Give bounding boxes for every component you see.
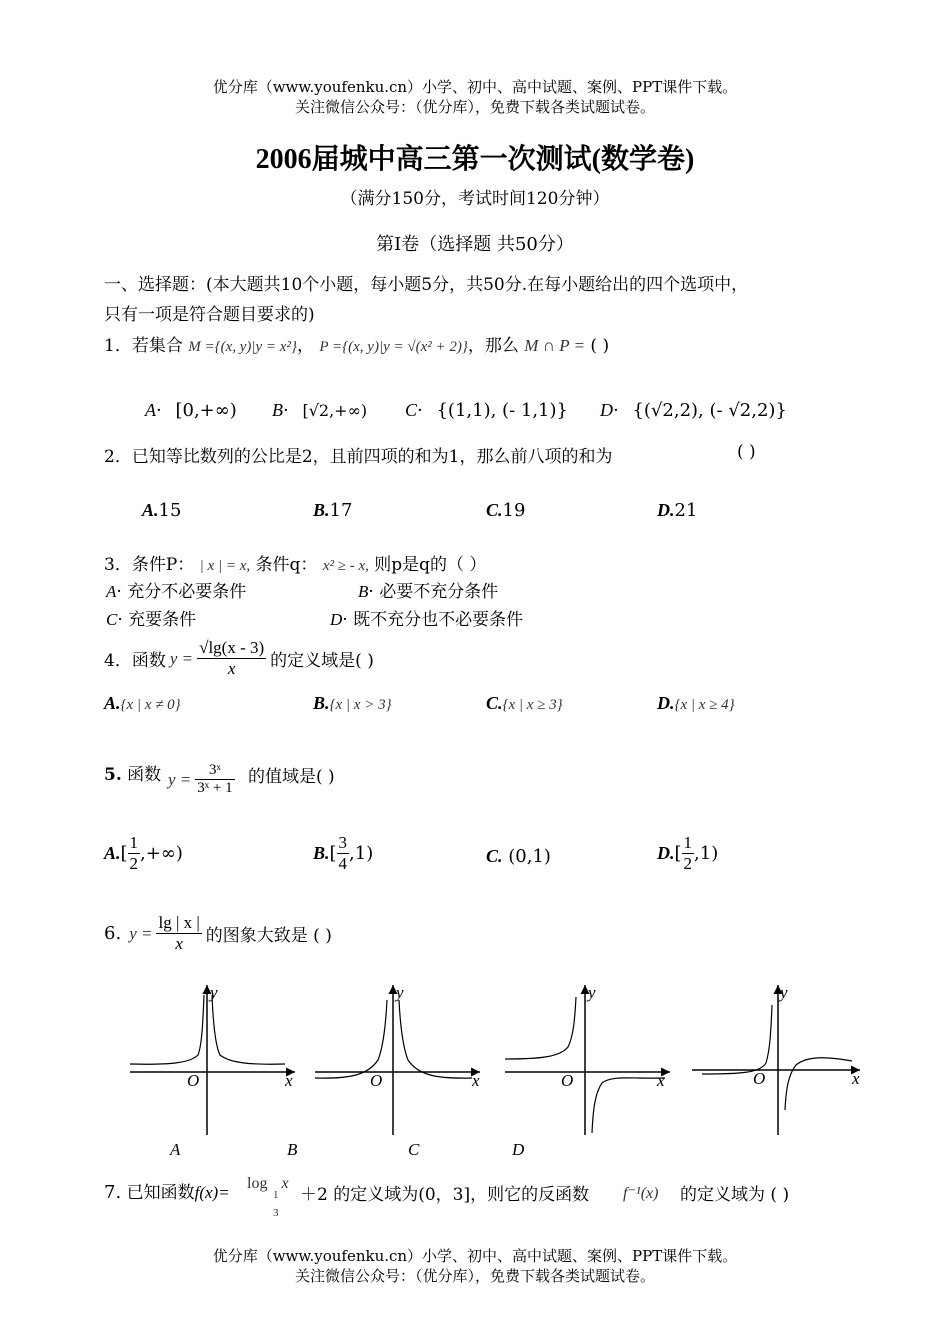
q4-option-b[interactable]: [313, 693, 392, 714]
q3-option-b[interactable]: B· 必要不充分条件: [358, 582, 499, 602]
q4-stem: [104, 638, 374, 679]
q2-c-value: 19: [502, 500, 526, 521]
q5-fraction: [195, 762, 234, 797]
q1-sep: ，: [296, 336, 314, 356]
q3-d-label: D: [330, 610, 343, 629]
graph-d-left-curve: [702, 1005, 772, 1074]
q5-b-fraction: [337, 833, 350, 874]
intro-line-1: 一、选择题：(本大题共10个小题，每小题5分，共50分.在每小题给出的四个选项中，: [104, 275, 749, 295]
graph-d-origin: O: [753, 1069, 766, 1088]
q6-graph-a[interactable]: [130, 985, 295, 1135]
q5-c-value: (0,1): [508, 846, 551, 867]
q2-d-value: 21: [674, 500, 698, 521]
q2-b-value: 17: [329, 500, 353, 521]
q4-c-value: {x | x ≥ 3}: [502, 697, 563, 713]
q5-a-label: A.: [104, 843, 121, 863]
q3-b-label: B: [358, 582, 369, 601]
q5-d-num: 1: [683, 833, 693, 852]
q6-graph-b[interactable]: [315, 985, 480, 1135]
q7-text-3: 的定义域为 ( ): [680, 1185, 790, 1205]
footer-line-2: 关注微信公众号：（优分库），免费下载各类试题试卷。: [294, 1267, 655, 1285]
q5-b-den: 4: [338, 854, 348, 873]
q6-stem: [104, 913, 332, 954]
q1-p-set: P ={(x, y)|y = √(x² + 2)}: [319, 339, 468, 355]
q5-b-post: ,1): [349, 843, 374, 864]
q7-text-2: ＋2 的定义域为(0，3]，则它的反函数: [300, 1185, 590, 1205]
q1-d-label: D: [600, 400, 613, 420]
q5-d-post: ,1): [694, 843, 719, 864]
q3-d-value: 既不充分也不必要条件: [353, 610, 524, 630]
page-subtitle: （满分150分，考试时间120分钟）: [340, 189, 610, 209]
q7-text-1: 已知函数: [126, 1183, 195, 1203]
graph-a-y-label: y: [210, 983, 218, 1002]
q3-mid: 条件q：: [255, 555, 318, 575]
q5-number: 5.: [104, 765, 122, 785]
q7-base-den: 3: [273, 1207, 279, 1219]
q5-suffix: 的值域是( ): [248, 767, 335, 787]
q5-option-c[interactable]: [486, 846, 551, 867]
q4-option-d[interactable]: [657, 693, 735, 714]
graph-d-label[interactable]: D: [512, 1140, 525, 1159]
q6-fraction: [156, 913, 201, 954]
q4-a-value: {x | x ≠ 0}: [120, 697, 181, 713]
q5-option-d[interactable]: [657, 833, 718, 874]
q1-d-value: {(√2,2), (- √2,2)}: [632, 400, 787, 421]
q1-prefix: 1．若集合: [104, 336, 183, 356]
q4-a-label: A.: [104, 693, 121, 713]
q4-d-label: D.: [657, 693, 675, 713]
q1-expr: M ∩ P =: [524, 336, 586, 355]
q1-stem: [104, 331, 609, 356]
q2-d-label: D.: [657, 500, 675, 520]
q5-b-num: 3: [338, 833, 348, 852]
q5-formula: [168, 762, 235, 797]
q1-a-value: [0,+∞): [175, 400, 237, 421]
q1-option-b[interactable]: B· [√2,+∞): [272, 400, 368, 421]
q2-a-value: 15: [158, 500, 182, 521]
q6-numerator: lg | x |: [158, 913, 200, 932]
q2-c-label: C.: [486, 500, 503, 520]
graph-d-right-curve: [785, 1058, 852, 1110]
q4-b-label: B.: [313, 693, 330, 713]
q7-finv: f⁻¹(x): [623, 1185, 659, 1202]
q1-mid: ，那么: [467, 336, 519, 356]
header-line-2: 关注微信公众号：（优分库），免费下载各类试题试卷。: [294, 98, 655, 116]
q7-log-word: log: [247, 1175, 268, 1192]
q1-b-value: [√2,+∞): [302, 401, 368, 420]
q5-denominator: 3ˣ + 1: [197, 780, 233, 796]
q3-q-cond: x² ≥ - x,: [322, 558, 369, 574]
q3-stem: [104, 550, 486, 575]
graph-a-left-curve: [130, 995, 204, 1064]
q5-c-label: C.: [486, 846, 503, 866]
q1-option-a[interactable]: A· [0,+∞): [145, 400, 237, 421]
q7-base-num: 1: [273, 1189, 279, 1201]
graph-b-origin: O: [370, 1071, 383, 1090]
q5-a-den: 2: [129, 854, 139, 873]
q4-suffix: 的定义域是( ): [270, 651, 374, 671]
footer-line-1: 优分库（www.youfenku.cn）小学、初中、高中试题、案例、PPT课件下载。: [212, 1247, 738, 1265]
q6-number: 6.: [104, 923, 122, 944]
q6-y: y =: [129, 923, 153, 943]
q6-denominator: x: [175, 934, 183, 953]
q4-fraction: [197, 638, 266, 679]
q3-b-value: 必要不充分条件: [379, 582, 499, 602]
graph-a-x-label: x: [285, 1071, 293, 1090]
q4-c-label: C.: [486, 693, 503, 713]
graph-a-right-curve: [212, 995, 285, 1064]
q5-prefix-row: [104, 760, 161, 785]
q4-prefix: 4．函数: [104, 651, 166, 671]
graph-c-origin: O: [561, 1071, 574, 1090]
q5-numerator: 3ˣ: [195, 762, 234, 780]
q3-option-c[interactable]: C· 充要条件: [106, 610, 197, 630]
q7-fx: f(x)=: [194, 1183, 230, 1202]
q5-text: 函数: [127, 765, 162, 785]
q5-d-pre: [: [674, 843, 682, 864]
q4-denominator: x: [227, 659, 236, 678]
q6-graph-c[interactable]: [505, 985, 670, 1135]
graph-c-y-label: y: [588, 983, 596, 1002]
q5-d-fraction: [682, 833, 695, 874]
q2-option-a[interactable]: [142, 500, 181, 521]
q5-option-a[interactable]: [104, 833, 183, 874]
graph-b-label[interactable]: B: [287, 1140, 298, 1159]
q5-y: y =: [168, 769, 192, 789]
q2-option-c[interactable]: [486, 500, 525, 521]
q2-b-label: B.: [313, 500, 330, 520]
graph-b-right-curve: [399, 1000, 472, 1078]
q2-a-label: A.: [142, 500, 159, 520]
q4-option-a[interactable]: [104, 693, 181, 714]
intro-line-2: 只有一项是符合题目要求的): [104, 305, 315, 325]
q1-paren: ( ): [590, 336, 610, 356]
q3-p-cond: | x | = x,: [199, 558, 251, 574]
graph-c-right-curve: [592, 1078, 665, 1133]
graph-b-y-label: y: [396, 983, 404, 1002]
q5-b-label: B.: [313, 843, 330, 863]
q1-m-set: M ={(x, y)|y = x²}: [188, 339, 297, 355]
q7-log-x: x: [281, 1175, 289, 1192]
q1-b-label: B: [272, 400, 283, 420]
q5-option-b[interactable]: [313, 833, 373, 874]
q7-log: [247, 1175, 289, 1219]
q1-c-label: C: [405, 400, 418, 420]
q6-graph-d[interactable]: [692, 985, 860, 1135]
q5-a-fraction: [128, 833, 141, 874]
graph-d-x-label: x: [852, 1069, 860, 1088]
q3-option-d[interactable]: D· 既不充分也不必要条件: [330, 610, 524, 630]
graph-b-left-curve: [315, 1000, 387, 1078]
q7-log-base: [273, 1189, 279, 1219]
q6-graphs: [120, 975, 880, 1140]
q3-c-label: C: [106, 610, 118, 629]
graph-c-label[interactable]: C: [408, 1140, 420, 1159]
q3-c-value: 充要条件: [128, 610, 197, 630]
q2-paren: ( ): [737, 442, 756, 462]
q2-option-b[interactable]: [313, 500, 352, 521]
graph-a-origin: O: [187, 1071, 200, 1090]
q5-a-post: ,+∞): [140, 843, 183, 864]
q4-b-value: {x | x > 3}: [329, 697, 392, 713]
graph-c-left-curve: [505, 997, 576, 1059]
q1-option-c[interactable]: C· {(1,1), (- 1,1)}: [405, 400, 568, 421]
q2-stem: 2．已知等比数列的公比是2，且前四项的和为1，那么前八项的和为: [104, 447, 613, 467]
q7-stem: [104, 1178, 230, 1203]
header-line-1: 优分库（www.youfenku.cn）小学、初中、高中试题、案例、PPT课件下载。: [212, 78, 738, 96]
q4-numerator: √lg(x - 3): [199, 638, 265, 657]
section-heading: 第Ⅰ卷（选择题 共50分）: [376, 234, 574, 255]
q3-prefix: 3．条件P：: [104, 555, 195, 575]
q3-option-a[interactable]: A· 充分不必要条件: [106, 582, 247, 602]
q5-a-pre: [: [120, 843, 128, 864]
q2-option-d[interactable]: [657, 500, 697, 521]
q5-d-den: 2: [683, 854, 693, 873]
graph-c-x-label: x: [657, 1071, 665, 1090]
q3-a-value: 充分不必要条件: [127, 582, 247, 602]
q4-d-value: {x | x ≥ 4}: [674, 697, 735, 713]
q1-option-d[interactable]: D· {(√2,2), (- √2,2)}: [600, 400, 787, 421]
q1-c-value: {(1,1), (- 1,1)}: [436, 400, 568, 421]
graph-a-label[interactable]: A: [170, 1140, 181, 1159]
q3-a-label: A: [106, 582, 117, 601]
graph-d-y-label: y: [780, 983, 788, 1002]
page-title: 2006届城中高三第一次测试(数学卷): [255, 144, 695, 175]
q6-suffix: 的图象大致是 ( ): [205, 926, 332, 946]
q5-a-num: 1: [129, 833, 139, 852]
q1-a-label: A: [145, 400, 156, 420]
q4-option-c[interactable]: [486, 693, 563, 714]
q7-number: 7.: [104, 1182, 122, 1203]
graph-b-x-label: x: [472, 1071, 480, 1090]
q4-y: y =: [169, 648, 194, 668]
q3-suffix: 则p是q的（ ）: [374, 555, 487, 575]
q5-b-pre: [: [329, 843, 337, 864]
q5-d-label: D.: [657, 843, 675, 863]
